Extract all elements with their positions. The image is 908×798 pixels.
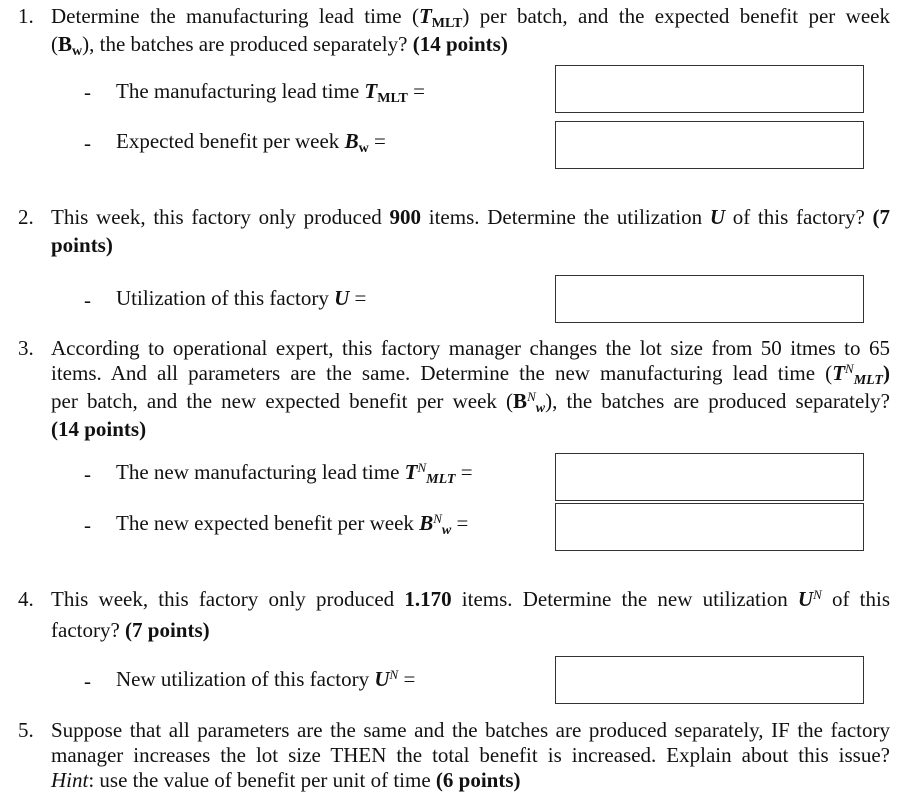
- answer-box-new-benefit[interactable]: [555, 503, 864, 551]
- answer-label-lead-time: The manufacturing lead time TMLT =: [116, 79, 425, 106]
- answer-label-benefit: Expected benefit per week Bw =: [116, 129, 386, 156]
- question-text: Determine the manufacturing lead time (TMLT) per batch, and the expected benefit per week (Bw), the batches are produced separately? (14 points): [51, 4, 890, 59]
- answer-label-new-benefit: The new expected benefit per week $B^Nw$ =: [116, 511, 469, 538]
- answer-label-new-utilization: New utilization of this factory $U^N$ =: [116, 667, 416, 691]
- question-number: 2.: [18, 205, 34, 229]
- points: (7 points): [125, 618, 210, 642]
- question-4: [18, 585, 890, 644]
- bullet-dash: -: [84, 669, 91, 693]
- bullet-dash: -: [84, 462, 91, 486]
- points: (6 points): [435, 768, 521, 792]
- question-text: According to operational expert, this factory manager changes the lot size from 50 itmes to 65 items. And all parameters are the same. Determine the new manufacturing lead time $(T^NMLT)$ per batch, and the new expected benefit per week $(B^Nw)$, the batches are produced separately? (14 points): [51, 336, 890, 441]
- answer-box-new-lead-time[interactable]: [555, 453, 864, 501]
- question-number: 3.: [18, 336, 34, 360]
- points: (14 points): [51, 417, 147, 441]
- question-number: 1.: [18, 4, 34, 28]
- question-number: 4.: [18, 587, 34, 611]
- question-text: This week, this factory only produced 900 items. Determine the utilization U of this factory? (7 points): [51, 205, 890, 257]
- answer-box-new-utilization[interactable]: [555, 656, 864, 704]
- answer-box-utilization[interactable]: [555, 275, 864, 323]
- points: (14 points): [412, 32, 508, 56]
- bullet-dash: -: [84, 131, 91, 155]
- question-3: [18, 336, 890, 442]
- bullet-dash: -: [84, 513, 91, 537]
- answer-label-new-lead-time: The new manufacturing lead time $T^NMLT$ =: [116, 460, 473, 487]
- question-number: 5.: [18, 718, 34, 742]
- question-text: Suppose that all parameters are the same and the batches are produced separately, IF the factory manager increases the lot size THEN the total benefit is increased. Explain about this issue? Hint: use the value of benefit per unit of time (6 points): [51, 718, 890, 792]
- answer-box-benefit[interactable]: [555, 121, 864, 169]
- question-1: [18, 4, 890, 60]
- answer-box-lead-time[interactable]: [555, 65, 864, 113]
- bullet-dash: -: [84, 288, 91, 312]
- bullet-dash: -: [84, 80, 91, 104]
- question-2: [18, 203, 890, 259]
- answer-label-utilization: Utilization of this factory U =: [116, 286, 367, 310]
- question-5: [18, 718, 890, 793]
- question-text: This week, this factory only produced 1.170 items. Determine the new utilization $U^N$ of this factory? (7 points): [51, 587, 890, 642]
